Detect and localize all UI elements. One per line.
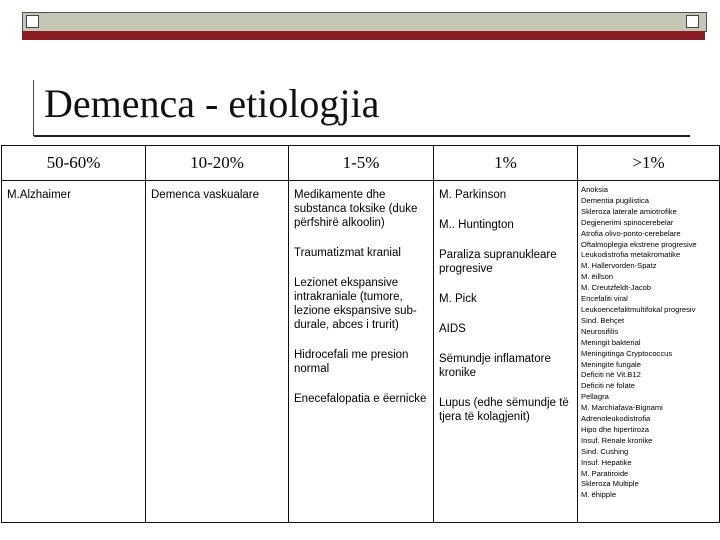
list-item: Skleroza laterale amiotrofike — [581, 206, 677, 216]
header-cell: 50-60% — [2, 146, 146, 181]
header-row — [2, 146, 720, 181]
list-item: Anoksia — [581, 185, 609, 194]
header-cell: 1% — [434, 146, 578, 181]
list-item: Sind. Behçet — [581, 315, 625, 325]
list-item: Enecefalopatia e ëernicke — [294, 393, 427, 405]
list-item: M. Paratiroide — [581, 468, 629, 478]
list-item: M. Hallervorden-Spatz — [581, 261, 657, 271]
cause-cell — [289, 181, 434, 523]
checkbox-square-icon — [686, 15, 699, 28]
table-row — [2, 181, 720, 523]
list-item: Pellagra — [581, 392, 609, 402]
list-item: Adrenoleukodistrofia — [581, 414, 651, 424]
cause-cell — [578, 181, 720, 523]
title-underline — [34, 135, 690, 137]
checkbox-square-icon — [26, 15, 39, 28]
cause-cell — [2, 181, 146, 523]
header-cell: 1-5% — [289, 146, 434, 181]
list-item: M. Creutzfeldt-Jacob — [581, 283, 652, 293]
list-item: M. Pick — [439, 293, 477, 305]
list-item: Lezionet ekspansive intrakraniale (tumore, lezione ekspansive sub-durale, abces i trurit) — [294, 277, 417, 331]
list-item: Paraliza supranukleare progresive — [439, 249, 557, 275]
list-item: Degjenerimi spinocerebelar — [581, 217, 674, 227]
list-item: Dementia pugilistica — [581, 195, 649, 205]
list-item: Hidrocefali me presion normal — [294, 349, 409, 375]
list-item: M. Marchiafava-Bignami — [581, 403, 663, 413]
list-item: Deficiti në folate — [581, 381, 636, 391]
list-item: M. ëillson — [581, 272, 614, 282]
list-item: Hipo dhe hipertiroza — [581, 424, 649, 434]
etiology-table — [1, 145, 720, 523]
slide-title: Demenca - etiologjia — [44, 81, 380, 126]
list-item: Encefaliti viral — [581, 294, 628, 304]
list-item: Leukoencefalitmultifokal progresiv — [581, 304, 696, 314]
list-item: Neurosifilis — [581, 326, 619, 336]
list-item: Meningitinga Cryptococcus — [581, 348, 673, 358]
list-item: Atrofia olivo-ponto-cerebelare — [581, 228, 681, 238]
list-item: Demenca vaskualare — [151, 189, 260, 201]
list-item: AIDS — [439, 323, 466, 335]
list-item: Leukodistrofia metakromatike — [581, 250, 681, 260]
list-item: Sëmundje inflamatore kronike — [439, 353, 551, 379]
list-item: Lupus (edhe sëmundje të tjera të kolagjenit) — [439, 397, 569, 423]
accent-bar — [22, 31, 705, 40]
header-cell: >1% — [578, 146, 720, 181]
top-decorative-bar — [22, 12, 707, 32]
list-item: Oftalmoplegia ekstrene progresive — [581, 239, 697, 249]
list-item: Medikamente dhe substanca toksike (duke përfshirë alkoolin) — [294, 189, 418, 229]
header-cell: 10-20% — [146, 146, 289, 181]
list-item: M.Alzhaimer — [7, 189, 71, 201]
list-item: M. Parkinson — [439, 189, 507, 201]
list-item: M.. Huntington — [439, 219, 514, 231]
list-item: Sind. Cushing — [581, 446, 629, 456]
list-item: M. ëhipple — [581, 490, 617, 500]
list-item: Traumatizmat kranial — [294, 247, 401, 259]
cause-cell — [146, 181, 289, 523]
list-item: Deficiti në Vit.B12 — [581, 370, 641, 380]
list-item: Meningite fungale — [581, 359, 641, 369]
cause-cell — [434, 181, 578, 523]
list-item: Skleroza Multiple — [581, 479, 639, 489]
list-item: Meningit bakterial — [581, 337, 641, 347]
title-vertical-rule — [33, 80, 34, 136]
list-item: Insuf. Renale kronike — [581, 435, 653, 445]
list-item: Insuf. Hepatike — [581, 457, 632, 467]
